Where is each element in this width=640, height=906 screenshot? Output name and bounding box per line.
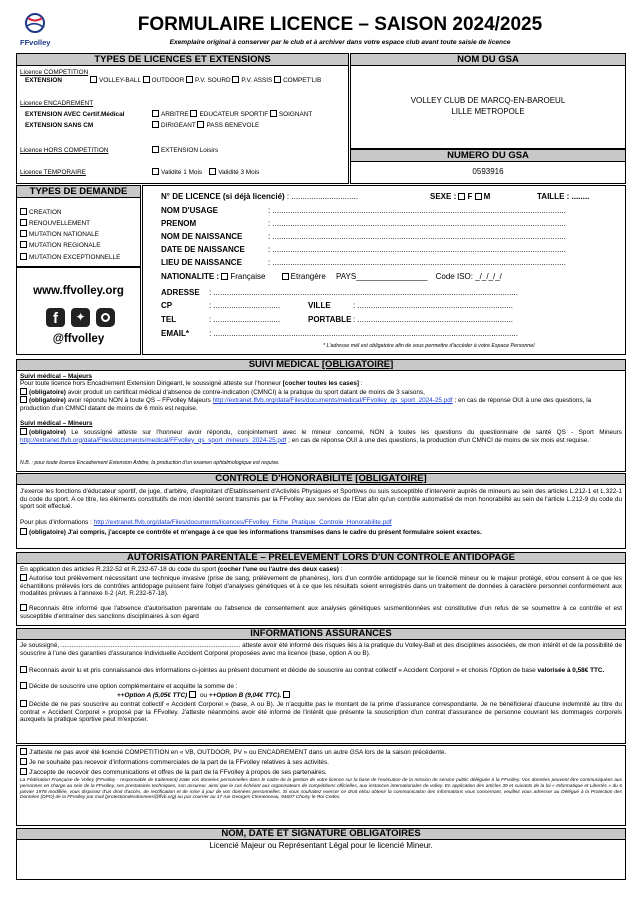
renouvellement-checkbox[interactable]: RENOUVELLEMENT: [20, 219, 90, 228]
medical-majeurs-label: Suivi médical – Majeurs: [20, 373, 93, 380]
assurances-panel: [16, 640, 626, 744]
portable-label: PORTABLE: [308, 315, 352, 324]
qs-majeurs-link[interactable]: http://extranet.ffvb.org/data/Files/documents/medical/FFvolley_qs_sport_2024-25.pdf: [212, 397, 453, 404]
honorabilite-text: J'exerce les fonctions d'éducateur sportif, de juge, d'arbitre, d'exploitant d'Etablissement d'Activités Physiques et Sportives ou suis susceptible d'intervenir auprès de mineurs au sein des articles L.212-1 et L.322-1 du code du sport. A ce titre, les éléments constitutifs de mon identité seront transmis par la FFvolley aux services de l'Etat afin qu'un contrôle automatisé de mon honorabilité au sein de l'article L.212-9 du code du sport soit effectué.: [20, 488, 622, 510]
portable-input[interactable]: : ......................................................................: [353, 315, 514, 324]
form-subtitle: Exemplaire original à conserver par le club et à archiver dans votre espace club avant toute saisie de licence: [169, 39, 511, 46]
honorabilite-section-title: CONTROLE D'HONORABILITE [OBLIGATOIRE]: [16, 473, 626, 485]
assurances-section-title: INFORMATIONS ASSURANCES: [16, 628, 626, 640]
cp-label: CP: [161, 301, 173, 310]
temporaire-options: [152, 168, 259, 177]
declaration-2-checkbox[interactable]: Je ne souhaite pas recevoir d'informations commerciales de la part de la FFvolley relatives à ses activités.: [20, 758, 622, 767]
lieu-naissance-label: LIEU DE NAISSANCE: [161, 258, 242, 267]
educateur-checkbox[interactable]: EDUCATEUR SPORTIF: [190, 111, 268, 118]
ext-avec-cm-label: EXTENSION AVEC Certif.Médical: [25, 111, 125, 118]
gsa-name-panel: [350, 53, 626, 149]
nationalite-row: NATIONALITE : Française Etrangère PAYS________________ Code ISO: _/_/_/_/: [161, 272, 502, 281]
email-note: * L'adresse mél est obligatoire afin de vous permettre d'accéder à votre Espace Personnel: [323, 343, 535, 349]
competition-label: Licence COMPETITION: [20, 69, 89, 76]
temporaire-label: Licence TEMPORAIRE: [20, 169, 86, 176]
parentale-opt1-checkbox[interactable]: Autorise tout prélèvement nécessitant une technique invasive (prise de sang, prélèvement de phanères), lors d'un contrôle antidopage sur le licencié mineur ou le majeur protégé, et/ou consent à ce que les échantillons prélevés lors de contrôles antidopage puissent faire l'objet d'analyses génétiques et à ce que les résultats soient enregistrés dans un traitement de données à caractère personnel conformément aux modalités prévues à l'annexe II-2 (Art. R.232-67-18).: [20, 575, 622, 597]
loisirs-checkbox[interactable]: EXTENSION Loisirs: [152, 146, 218, 155]
gsa-number: 0593916: [472, 167, 504, 176]
sexe-field: SEXE : F M: [430, 192, 491, 201]
sexe-m-checkbox[interactable]: [475, 193, 482, 200]
medical-majeurs-1[interactable]: (obligatoire) avoir produit un certificat médical d'absence de contre-indication (CMNCI) à la pratique du sport datant de moins de 3 saisons,: [20, 388, 622, 397]
assurances-base-checkbox[interactable]: Reconnais avoir lu et pris connaissance des informations ci-jointes au présent document et décide de souscrire au contrat collectif « Accident Corporel » et choisis l'Option de base valorisée à 0,58€ TTC.: [20, 666, 622, 675]
email-input[interactable]: : .........................................................................................................................................: [209, 329, 518, 338]
tel-input[interactable]: : ..............................: [209, 315, 281, 324]
parentale-panel: [16, 564, 626, 626]
signature-section-title: NOM, DATE ET SIGNATURE OBLIGATOIRES: [16, 828, 626, 840]
ffvolley-logo: [20, 12, 51, 47]
creation-checkbox[interactable]: CREATION: [20, 208, 62, 217]
dirigeant-checkbox[interactable]: DIRIGEANT: [152, 122, 196, 129]
date-naissance-label: DATE DE NAISSANCE: [161, 245, 245, 254]
option-a-checkbox[interactable]: ++Option A (5,05€ TTC): [117, 692, 188, 699]
nom-naissance-label: NOM DE NAISSANCE: [161, 232, 243, 241]
adresse-label: ADRESSE: [161, 288, 200, 297]
tel-label: TEL: [161, 315, 177, 324]
pv-sourd-checkbox[interactable]: P.V. SOURD: [186, 77, 231, 84]
assurances-refus-checkbox[interactable]: Décide de ne pas souscrire au contrat collectif « Accident Corporel » (base, A ou B). Je n'acquitte pas le montant de la prime d'assurance correspondante. Je ne bénéficierai d'aucune indemnité au titre du contrat « Accident Corporel » proposé par la FFvolley. J'atteste néanmoins avoir été informé de l'intérêt que présente la souscription d'un contrat d'assurance de personne couvrant les dommages corporels auxquels la pratique sportive peut m'exposer.: [20, 701, 622, 723]
twitter-icon[interactable]: ✦: [71, 308, 90, 327]
code-iso-input[interactable]: Code ISO: _/_/_/_/: [435, 272, 502, 281]
nom-usage-input[interactable]: : ....................................................................................................................................: [268, 206, 566, 215]
soignant-checkbox[interactable]: SOIGNANT: [270, 111, 312, 118]
cp-input[interactable]: : ..............................: [209, 301, 281, 310]
parentale-intro: En application des articles R.232-52 et R.232-67-18 du code du sport (cocher l'une ou l'autre des deux cases) :: [20, 566, 343, 573]
encadrement-options-row1: [152, 110, 312, 119]
ext-sans-cm-label: EXTENSION SANS CM: [25, 122, 94, 129]
pv-assis-checkbox[interactable]: P.V. ASSIS: [232, 77, 272, 84]
request-types-title: TYPES DE DEMANDE: [17, 186, 140, 198]
mutation-exceptionnelle-checkbox[interactable]: MUTATION EXCEPTIONNELLE: [20, 253, 120, 262]
prenom-input[interactable]: : ....................................................................................................................................: [268, 219, 566, 228]
encadrement-options-row2: [152, 121, 259, 130]
instagram-icon[interactable]: [96, 308, 115, 327]
medical-panel: [16, 371, 626, 472]
medical-mineurs-label: Suivi médical – Mineurs: [20, 420, 93, 427]
date-naissance-input[interactable]: : ....................................................................................................................................: [268, 245, 566, 254]
declaration-3-checkbox[interactable]: J'accepte de recevoir des communications et offres de la part de la FFvolley à propos de ses partenaires.: [20, 768, 622, 777]
hors-competition-label: Licence HORS COMPETITION: [20, 147, 109, 154]
sexe-f-checkbox[interactable]: [458, 193, 465, 200]
parentale-opt2-checkbox[interactable]: Reconnais être informé que l'absence d'autorisation parentale ou l'absence de consentement aux analyses génétiques susmentionnées est constitutive d'un refus de se soumettre à ce contrôle et est susceptible d'entraîner des sanctions disciplinaires à son égard: [20, 605, 622, 620]
mutation-nationale-checkbox[interactable]: MUTATION NATIONALE: [20, 230, 99, 239]
gsa-name-title: NOM DU GSA: [351, 54, 625, 66]
medical-nb: N.B. : pour toute licence Encadrement Extension Arbitre, la production d'un examen ophtalmologique est requise.: [20, 460, 280, 466]
gsa-name-line2: LILLE METROPOLE: [451, 107, 525, 116]
social-icons: [46, 308, 116, 328]
ville-input[interactable]: : ......................................................................: [353, 301, 514, 310]
volleyball-checkbox[interactable]: VOLLEY-BALL: [90, 77, 141, 84]
nom-naissance-input[interactable]: : ....................................................................................................................................: [268, 232, 566, 241]
medical-majeurs-2[interactable]: (obligatoire) avoir répondu NON à toute QS – FFvolley Majeurs http://extranet.ffvb.org/data/Files/documents/medical/FFvolley_qs_sport_2024-25.pdf ; en cas de réponse OUI à une des questions, la production d'un CMNCI datant de moins de 6 mois est requise.: [20, 397, 592, 412]
form-title: FORMULAIRE LICENCE – SAISON 2024/2025: [137, 14, 543, 35]
licence-types-panel: [16, 53, 349, 184]
competlib-checkbox[interactable]: COMPET'LIB: [274, 77, 321, 84]
parentale-section-title: AUTORISATION PARENTALE – PRELEVEMENT LORS D'UN CONTROLE ANTIDOPAGE: [16, 552, 626, 564]
francaise-checkbox[interactable]: [221, 273, 228, 280]
identity-panel: [142, 185, 626, 355]
social-handle: @ffvolley: [52, 333, 105, 345]
request-types-panel: [16, 185, 141, 267]
declaration-1-checkbox[interactable]: J'atteste ne pas avoir été licencié COMPETITION en « VB, OUTDOOR, PV » ou ENCADREMENT dans un autre GSA lors de la saison précédente.: [20, 748, 622, 757]
taille-field[interactable]: TAILLE : ........: [537, 192, 590, 201]
honorabilite-link[interactable]: http://extranet.ffvb.org/data/Files/documents/licences/FFvolley_Fiche_Pratique_Controle_Honorabilite.pdf: [93, 519, 392, 526]
medical-section-title: SUIVI MEDICAL [OBLIGATOIRE]: [16, 359, 626, 371]
validite-3-mois-checkbox[interactable]: Validité 3 Mois: [209, 169, 259, 176]
assurances-options-ab: ++Option A (5,05€ TTC) ou ++Option B (9,04€ TTC).: [117, 691, 617, 700]
declarations-panel: [16, 745, 626, 826]
qs-mineurs-link[interactable]: http://extranet.ffvb.org/data/Files/documents/medical/FFvolley_qs_sport_mineurs_2024-25.pdf: [20, 436, 287, 444]
honorabilite-info: Pour plus d'informations : http://extranet.ffvb.org/data/Files/documents/licences/FFvolley_Fiche_Pratique_Controle_Honorabilite.pdf: [20, 519, 392, 526]
assurances-p1: Je soussigné, ..................................................................................................... atteste avoir été informé des risques liés à la pratique du Volley-Ball et des disciplines associées, de mon intérêt et de la possibilité de souscrire à l'une des garanties d'assurance Individuelle Accident Corporel proposées avec ma licence (base, option A ou B).: [20, 642, 622, 657]
gsa-name-line1: VOLLEY CLUB DE MARCQ-EN-BAROEUL: [410, 96, 566, 105]
pass-benevole-checkbox[interactable]: PASS BENEVOLE: [197, 122, 259, 129]
gsa-number-title: NUMERO DU GSA: [351, 150, 625, 162]
medical-mineurs-1[interactable]: (obligatoire) Le soussigné atteste sur l'honneur avoir répondu, conjointement avec le mineur concerné, NON à toutes les questions du questionnaire de santé QS - Sport Mineurs http://extranet.ffvb.org/data/Files/documents/medical/FFvolley_qs_sport_mineurs_2024-25.pdf ; en cas de réponse OUI à une des questions, la production d'un CMNCI de moins de six mois est requise.: [20, 429, 622, 444]
adresse-input[interactable]: : .........................................................................................................................................: [209, 288, 518, 297]
brand-name: FFvolley: [20, 38, 51, 47]
option-b-checkbox[interactable]: ++Option B (9,04€ TTC).: [208, 692, 282, 699]
competition-options: [90, 76, 321, 85]
signature-panel[interactable]: [16, 840, 626, 880]
prenom-label: PRENOM: [161, 219, 197, 228]
facebook-icon[interactable]: f: [46, 308, 65, 327]
honorabilite-accept-checkbox[interactable]: (obligatoire) J'ai compris, j'accepte ce contrôle et m'engage à ce que les informations transmises dans le cadre du présent formulaire soient exactes.: [20, 528, 622, 537]
arbitre-checkbox[interactable]: ARBITRE: [152, 111, 189, 118]
mutation-regionale-checkbox[interactable]: MUTATION REGIONALE: [20, 241, 101, 250]
social-panel: [16, 267, 141, 355]
outdoor-checkbox[interactable]: OUTDOOR: [143, 77, 185, 84]
lieu-naissance-input[interactable]: : ....................................................................................................................................: [268, 258, 566, 267]
rgpd-text: La Fédération Française de Volley (FFvolley - responsable de traitement) traite vos données personnelles dans le cadre de la gestion de votre licence sur la base de l'exécution de la mission de service public déléguée à la FFvolley. Vos données peuvent être communiquées aux personnes en charge au sein de la FFvolley, ses prestataires techniques, son assureur, ainsi que le cas échéant aux organisateurs de compétitions officielles, aux instances internationales de volley. En application des articles 39 et suivants de la loi « Informatique et Libertés » du 6 janvier 1978 modifiée, vous disposez d'un droit d'accès, de rectification et de mise à jour de vos données personnelles. Si vous souhaitez exercer ce droit et/ou obtenir la communication des informations vous concernant, veuillez vous adresser au Délégué à la Protection des Données (DPO) de la FFvolley par mail (protectiondesdonnees@ffvb.org) ou par courrier au 17 rue Georges Clemenceau, 94607 Choisy le Roi Cedex.: [20, 778, 622, 801]
licence-number-label: N° DE LICENCE (si déjà licencié) : ..............................: [161, 192, 359, 201]
signature-instruction: Licencié Majeur ou Représentant Légal pour le licencié Mineur.: [209, 841, 433, 850]
nom-usage-label: NOM D'USAGE: [161, 206, 219, 215]
gsa-number-panel: [350, 149, 626, 184]
assurances-option-checkbox[interactable]: Décide de souscrire une option complémentaire et acquitte la somme de :: [20, 682, 622, 691]
etrangere-checkbox[interactable]: [282, 273, 289, 280]
pays-input[interactable]: PAYS________________: [336, 272, 428, 281]
medical-majeurs-intro: Pour toute licence hors Encadrement Extension Dirigeant, le soussigné atteste sur l'honneur [cocher toutes les cases] :: [20, 380, 363, 387]
competition-extension-label: EXTENSION: [25, 77, 62, 84]
ville-label: VILLE: [308, 301, 331, 310]
encadrement-label: Licence ENCADREMENT: [20, 100, 94, 107]
volleyball-icon: [20, 12, 50, 34]
honorabilite-panel: [16, 485, 626, 549]
validite-1-mois-checkbox[interactable]: Validité 1 Mois: [152, 169, 202, 176]
website-link[interactable]: www.ffvolley.org: [33, 285, 124, 297]
email-label: EMAIL*: [161, 329, 189, 338]
licence-types-title: TYPES DE LICENCES ET EXTENSIONS: [17, 54, 348, 66]
